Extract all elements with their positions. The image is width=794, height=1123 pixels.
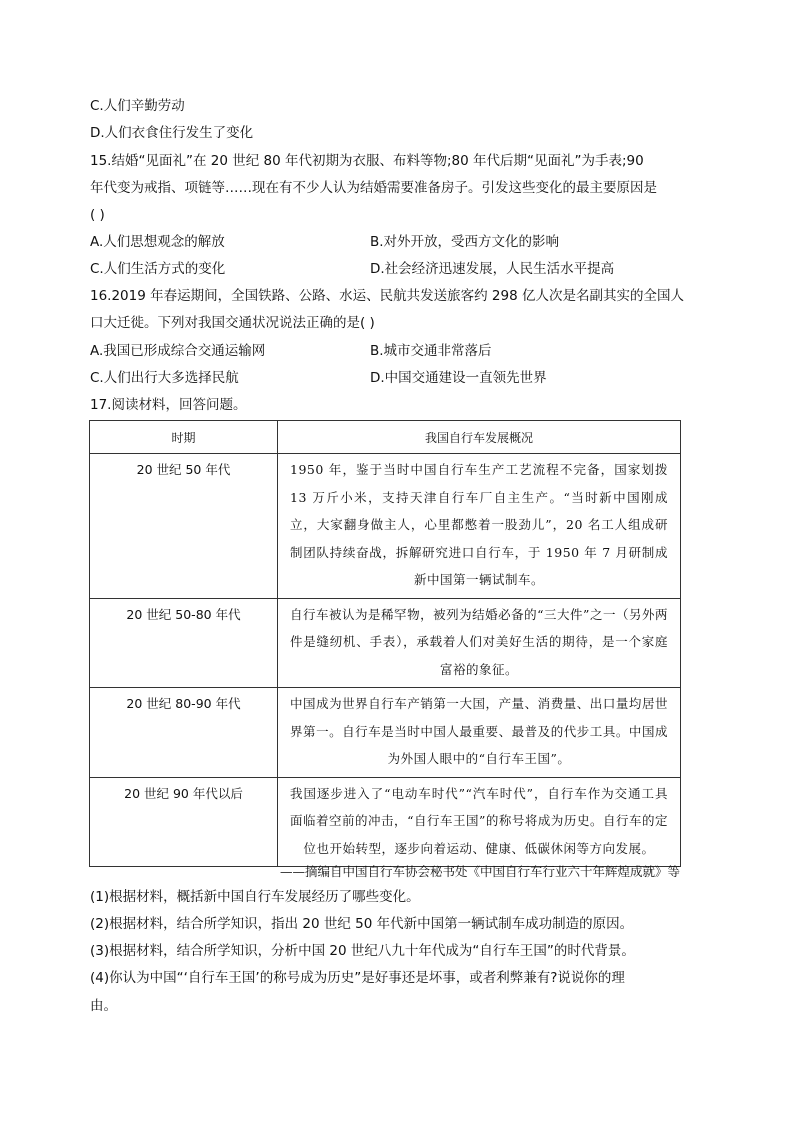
table-header-row — [90, 421, 681, 454]
table-row — [90, 688, 681, 778]
q16-stem-line2: 口大迁徙。下列对我国交通状况说法正确的是( ) — [90, 315, 375, 331]
description-cell: 1950 年，鉴于当时中国自行车生产工艺流程不完备，国家划拨 13 万斤小米，支持天津自行车厂自主生产。“当时新中国刚成立，大家翻身做主人，心里都憋着一股劲儿”，20 名工人组成研制团队持续奋战，拆解研究进口自行车，于 1950 年 7 月研制成新中国第一辆试制车。 — [278, 454, 681, 599]
q15-options-ab — [90, 232, 560, 252]
q15-stem-line1: 15.结婚“见面礼”在 20 世纪 80 年代初期为衣服、布料等物;80 年代后期“见面礼”为手表;90 — [90, 153, 644, 169]
q15-option-c: C.人们生活方式的变化 — [90, 261, 226, 277]
q16-stem-line1: 16.2019 年春运期间，全国铁路、公路、水运、民航共发送旅客约 298 亿人次是名副其实的全国人 — [90, 288, 684, 304]
q15-option-b: B.对外开放，受西方文化的影响 — [370, 234, 560, 250]
q15-stem-line2: 年代变为戒指、项链等……现在有不少人认为结婚需要准备房子。引发这些变化的最主要原因是 — [90, 180, 657, 196]
q17-sub3: (3)根据材料，结合所学知识，分析中国 20 世纪八九十年代成为“自行车王国”的时代背景。 — [90, 943, 635, 959]
bicycle-history-table — [89, 420, 681, 867]
period-cell: 20 世纪 50 年代 — [90, 454, 278, 599]
period-cell: 20 世纪 80-90 年代 — [90, 688, 278, 778]
q16-option-c: C.人们出行大多选择民航 — [90, 370, 239, 386]
q17-sub1: (1)根据材料，概括新中国自行车发展经历了哪些变化。 — [90, 889, 420, 905]
q16-option-d: D.中国交通建设一直领先世界 — [370, 370, 547, 386]
period-cell: 20 世纪 90 年代以后 — [90, 777, 278, 867]
table-row — [90, 598, 681, 688]
table-row — [90, 777, 681, 867]
description-cell: 自行车被认为是稀罕物，被列为结婚必备的“三大件”之一（另外两件是缝纫机、手表），承载着人们对美好生活的期待，是一个家庭富裕的象征。 — [278, 598, 681, 688]
q15-option-d: D.社会经济迅速发展，人民生活水平提高 — [370, 261, 615, 277]
table-row — [90, 454, 681, 599]
material-source: ——摘编自中国自行车协会秘书处《中国自行车行业六十年辉煌成就》等 — [280, 864, 681, 879]
header-period: 时期 — [90, 421, 278, 454]
q17-sub4-line1: (4)你认为中国“‘自行车王国’的称号成为历史”是好事还是坏事，或者利弊兼有?说说你的理 — [90, 970, 625, 986]
q15-option-a: A.人们思想观念的解放 — [90, 234, 225, 250]
q17-sub2: (2)根据材料，结合所学知识，指出 20 世纪 50 年代新中国第一辆试制车成功制造的原因。 — [90, 916, 634, 932]
q14-option-d: D.人们衣食住行发生了变化 — [90, 125, 254, 141]
q15-stem-line3: ( ) — [90, 207, 105, 223]
q17-sub4-line2: 由。 — [90, 998, 117, 1014]
q15-options-cd — [90, 259, 615, 279]
q16-option-a: A.我国已形成综合交通运输网 — [90, 343, 266, 359]
q14-option-c: C.人们辛勤劳动 — [90, 98, 185, 114]
description-cell: 我国逐步进入了“电动车时代”“汽车时代”，自行车作为交通工具面临着空前的冲击，“自行车王国”的称号将成为历史。自行车的定位也开始转型，逐步向着运动、健康、低碳休闲等方向发展。 — [278, 777, 681, 867]
header-description: 我国自行车发展概况 — [278, 421, 681, 454]
q17-stem: 17.阅读材料，回答问题。 — [90, 397, 247, 413]
q16-option-b: B.城市交通非常落后 — [370, 343, 492, 359]
period-cell: 20 世纪 50-80 年代 — [90, 598, 278, 688]
q16-options-cd — [90, 368, 547, 388]
description-cell: 中国成为世界自行车产销第一大国，产量、消费量、出口量均居世界第一。自行车是当时中国人最重要、最普及的代步工具。中国成为外国人眼中的“自行车王国”。 — [278, 688, 681, 778]
q16-options-ab — [90, 341, 492, 361]
